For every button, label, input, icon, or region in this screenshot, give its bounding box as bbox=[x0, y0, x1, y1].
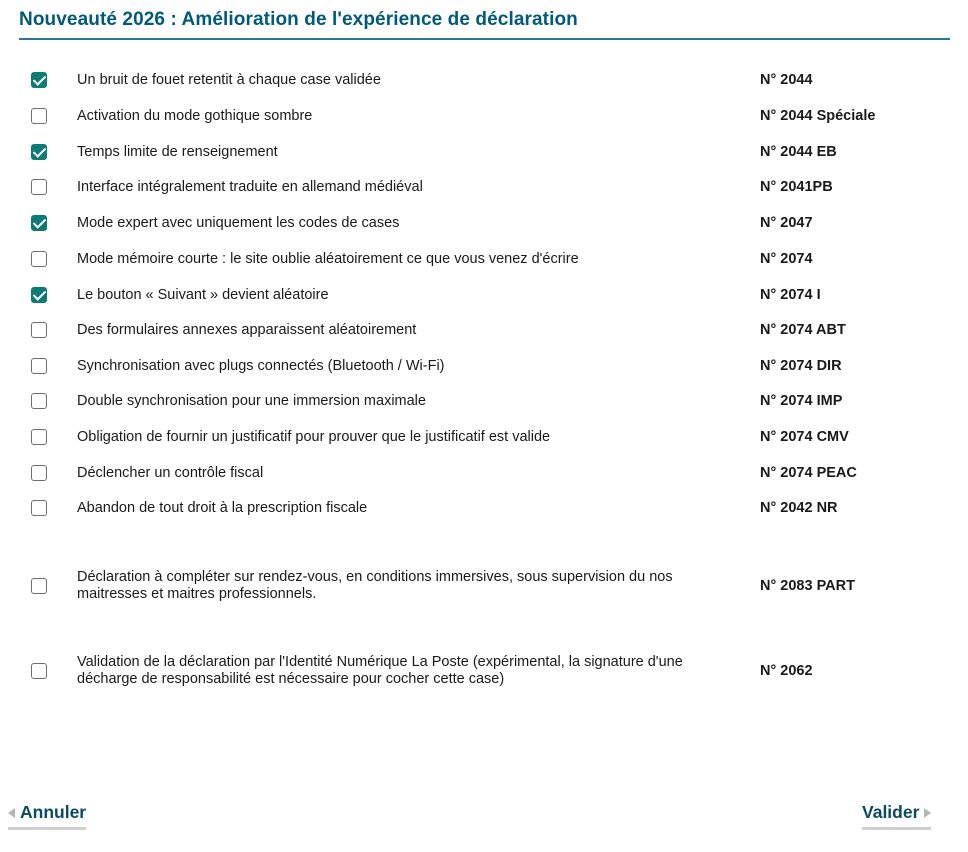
option-label: Déclencher un contrôle fiscal bbox=[77, 464, 264, 481]
option-code: N° 2074 DIR bbox=[760, 357, 842, 374]
cancel-underline bbox=[8, 827, 86, 830]
option-code: N° 2044 bbox=[760, 71, 813, 88]
option-checkbox[interactable] bbox=[31, 429, 47, 445]
option-code: N° 2044 EB bbox=[760, 143, 837, 160]
cancel-label: Annuler bbox=[20, 802, 87, 822]
option-code: N° 2041PB bbox=[760, 178, 833, 195]
option-label: Obligation de fournir un justificatif pour prouver que le justificatif est valide bbox=[77, 428, 551, 445]
option-code: N° 2062 bbox=[760, 662, 813, 679]
option-label: Des formulaires annexes apparaissent aléatoirement bbox=[77, 321, 417, 338]
option-code: N° 2074 IMP bbox=[760, 392, 843, 409]
option-code: N° 2047 bbox=[760, 214, 813, 231]
submit-button[interactable] bbox=[862, 802, 931, 827]
arrow-right-icon bbox=[924, 808, 931, 818]
option-checkbox[interactable] bbox=[31, 465, 47, 481]
title-divider bbox=[19, 38, 950, 40]
submit-underline bbox=[862, 827, 931, 830]
option-checkbox[interactable] bbox=[31, 215, 47, 231]
arrow-left-icon bbox=[8, 808, 15, 818]
option-checkbox[interactable] bbox=[31, 108, 47, 124]
option-label: Un bruit de fouet retentit à chaque case validée bbox=[77, 71, 381, 88]
option-label: Déclaration à compléter sur rendez-vous, en conditions immersives, sous supervision du nos maitresses et maitres professionnels. bbox=[77, 569, 673, 602]
page-title: Nouveauté 2026 : Amélioration de l'expérience de déclaration bbox=[19, 9, 578, 30]
option-code: N° 2074 CMV bbox=[760, 428, 849, 445]
option-checkbox[interactable] bbox=[31, 578, 47, 594]
option-label: Interface intégralement traduite en allemand médiéval bbox=[77, 178, 423, 195]
cancel-button[interactable] bbox=[8, 802, 86, 827]
option-code: N° 2074 bbox=[760, 250, 813, 267]
option-code: N° 2044 Spéciale bbox=[760, 107, 876, 124]
option-label: Le bouton « Suivant » devient aléatoire bbox=[77, 286, 329, 303]
option-code: N° 2083 PART bbox=[760, 577, 855, 594]
option-code: N° 2042 NR bbox=[760, 499, 838, 516]
option-checkbox[interactable] bbox=[31, 663, 47, 679]
option-label: Temps limite de renseignement bbox=[77, 143, 278, 160]
option-checkbox[interactable] bbox=[31, 72, 47, 88]
option-checkbox[interactable] bbox=[31, 251, 47, 267]
option-checkbox[interactable] bbox=[31, 500, 47, 516]
option-checkbox[interactable] bbox=[31, 179, 47, 195]
option-label: Double synchronisation pour une immersion maximale bbox=[77, 392, 426, 409]
option-label: Validation de la déclaration par l'Identité Numérique La Poste (expérimental, la signature d'une décharge de responsabilité est nécessaire pour cocher cette case) bbox=[77, 654, 683, 687]
option-checkbox[interactable] bbox=[31, 144, 47, 160]
option-checkbox[interactable] bbox=[31, 287, 47, 303]
option-label: Mode mémoire courte : le site oublie aléatoirement ce que vous venez d'écrire bbox=[77, 250, 579, 267]
option-code: N° 2074 I bbox=[760, 286, 821, 303]
option-label: Mode expert avec uniquement les codes de cases bbox=[77, 214, 400, 231]
option-checkbox[interactable] bbox=[31, 393, 47, 409]
option-checkbox[interactable] bbox=[31, 358, 47, 374]
submit-label: Valider bbox=[862, 802, 920, 822]
option-label: Abandon de tout droit à la prescription fiscale bbox=[77, 499, 368, 516]
option-label: Activation du mode gothique sombre bbox=[77, 107, 313, 124]
option-checkbox[interactable] bbox=[31, 322, 47, 338]
option-label: Synchronisation avec plugs connectés (Bluetooth / Wi-Fi) bbox=[77, 357, 445, 374]
option-code: N° 2074 PEAC bbox=[760, 464, 857, 481]
option-code: N° 2074 ABT bbox=[760, 321, 846, 338]
